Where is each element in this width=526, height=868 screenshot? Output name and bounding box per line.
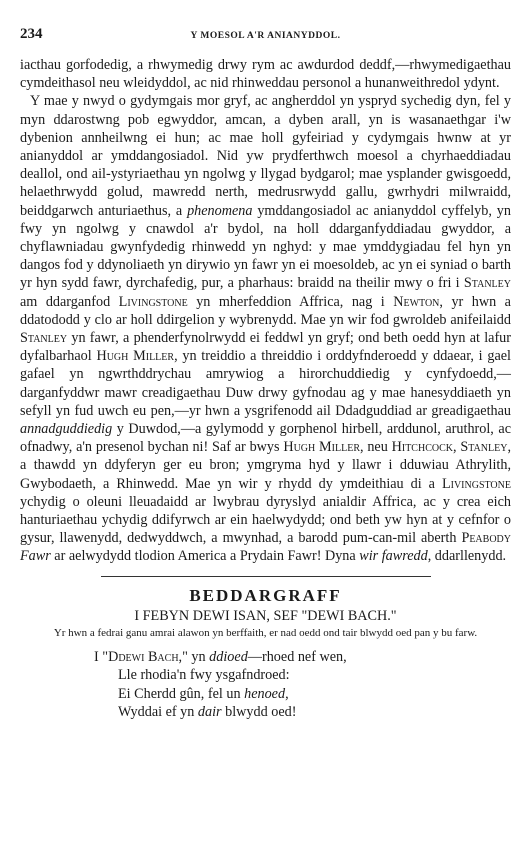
name-newton: Newton <box>393 293 440 310</box>
name-hugh-miller: Hugh Miller <box>96 348 175 365</box>
name-dewi-bach: Ddewi Bach <box>108 648 179 665</box>
name-stanley: Stanley <box>460 439 508 456</box>
name-livingstone: Livingstone <box>441 475 511 492</box>
page-header <box>20 26 511 46</box>
text-run: ychydig o oleuni lleuadaidd ar lwybrau dyryslyd anialdir Affrica, ac y crea eich hanturiaethau ychydig ddifyrwch ar ein haelwydydd; ond beth yw hyn at y cefnfor o gysur, llawenydd, dedwyddwch, a mwynhad, a barodd pum-can-mil aberth <box>20 493 511 547</box>
text-run: ," yn <box>178 648 210 665</box>
italic-phenomena: phenomena <box>187 202 253 219</box>
italic-ddioed: ddioed <box>209 648 248 665</box>
text-run: y Duwdod,—a gylymodd y gorphenol hirbell, arddunol, aruthrol, ac ofnadwy, a'n presenol bychan ni! Saf ar bwys <box>20 421 511 456</box>
running-head: Y MOESOL A'R ANIANYDDOL. <box>190 31 341 41</box>
italic-henoed: henoed <box>244 685 286 702</box>
text-run: , yn treiddio a threiddio i orddyfnderoedd y ddaear, i gael gafael yn ngwrthddrychau amrywiog a hirorchuddiedig y cynfydoedd,—darganfyddwr mawr creadigaethau Duw drwy gyfnodau ag y mae hanesyddiaeth yn sefyll yn fud uwch eu pen,—yr hwn a ysgrifenodd ail Ddadguddiad ar greadigaethau <box>20 348 511 419</box>
epitaph-subtitle: I FEBYN DEWI ISAN, SEF "DEWI BACH." <box>134 607 397 624</box>
name-stanley: Stanley <box>20 330 68 347</box>
epitaph-poem <box>20 648 511 722</box>
poem-line-3 <box>20 685 511 704</box>
name-peabody: Peabody <box>461 530 511 547</box>
italic-dair: dair <box>197 704 222 721</box>
text-run: , yr hwn a ddatododd y clo ar holl ddirgelion y wybrenydd. Mae yn wir fod gwroldeb anifeilaidd <box>20 293 511 328</box>
poem-line-4 <box>20 703 511 722</box>
text-run: blwydd oed! <box>221 704 297 721</box>
text-run: , ddarllenydd. <box>427 548 507 565</box>
page <box>20 26 511 722</box>
text-run: , neu <box>359 439 392 456</box>
section-divider <box>101 576 431 577</box>
poem-line-1 <box>20 648 511 667</box>
name-stanley: Stanley <box>463 275 511 292</box>
paragraph-continued <box>20 56 511 92</box>
text-run: yn mherfeddion Affrica, nag i <box>187 293 394 310</box>
paragraph-text: iacthau gorfodedig, a rhwymedig drwy rym ac awdurdod deddf,—rhwymedigaethau cymdeithasol neu wleidyddol, ac nid rhinweddau personol a hunanweithredol ydynt. <box>20 57 511 92</box>
text-run: , <box>285 685 289 702</box>
text-run: yn fawr, a phenderfynolrwydd ei feddwl yn gryf; ond beth oedd hyn at lafur dyfalbarhaol <box>20 330 511 365</box>
epitaph-title: BEDDARGRAFF <box>189 585 342 605</box>
text-run: , a thawdd yn ddyferyn ger eu bron; ymgryma hyd y llawr i dduwiau Athrylith, Gwybodaeth, a Rhinwedd. Mae yn wir y rhydd dy ymdeithiau di a <box>20 439 511 492</box>
page-number: 234 <box>20 26 43 42</box>
text-run: Y mae y nwyd o gydymgais mor gryf, ac angherddol yn yspryd sychedig dyn, fel y myn ddarostwng pob egwyddor, amcan, a dyben arall, yn is wasanaethgar i'w dybenion annheilwng ei hun; ac mae holl gyfeiriad y cydymgais hwnw at yr anianyddol ar ymddangosiadol. Nid yw prydferthwch moesol a chyrhaeddiadau deallol, ond ail-ystyriaethau yn ngolwg y llygad bydgarol; mae ysplander gwisgoedd, helaethrwydd golud, mawredd nerth, medrusrwydd gallu, gwrhydri milwraidd, beiddgarwch anturiaethus, a <box>20 93 511 219</box>
text-run: ymddangosiadol ac anianyddol cyffelyb, yn fwy yn ngolwg y cnawdol a'r bydol, na holl ddarganfyddiadau gwyddor, a chyflawniadau gwynfydedig rhinwedd yn nghyd: y mae ymddygiadau fel hyn yn dangos fod y ddynoliaeth yn dirywio yn fawr yn ei moesoldeb, ac yn ei syniad o barth yr hyn sydd fawr, dyrchafedig, pur, a pharhaus: braidd na theilir mwy o fri i <box>20 202 511 292</box>
paragraph-main <box>20 92 511 565</box>
name-livingstone: Livingstone <box>118 293 188 310</box>
name-hugh-miller: Hugh Miller <box>283 439 360 456</box>
text-run: ar aelwydydd tlodion America a Prydain Fawr! Dyna <box>50 548 360 565</box>
italic-fawr: Fawr <box>20 548 51 565</box>
text-run: , <box>452 439 461 456</box>
name-hitchcock: Hitchcock <box>391 439 453 456</box>
text-run: Wyddai ef yn <box>118 704 198 721</box>
epitaph-note: Yr hwn a fedrai ganu amrai alawon yn berffaith, er nad oedd ond tair blwydd oed pan y bu farw. <box>53 626 478 639</box>
body-text <box>20 56 511 566</box>
text-run: am ddarganfod <box>20 293 119 310</box>
text-run: I " <box>94 648 109 665</box>
poem-line-2: Lle rhodia'n fwy ysgafndroed: <box>118 667 290 684</box>
text-run: Ei Cherdd gûn, fel un <box>118 685 245 702</box>
text-run: —rhoed nef wen, <box>247 648 347 665</box>
italic-wir-fawredd: wir fawredd <box>359 548 428 565</box>
italic-annadguddiedig: annadguddiedig <box>20 421 113 438</box>
